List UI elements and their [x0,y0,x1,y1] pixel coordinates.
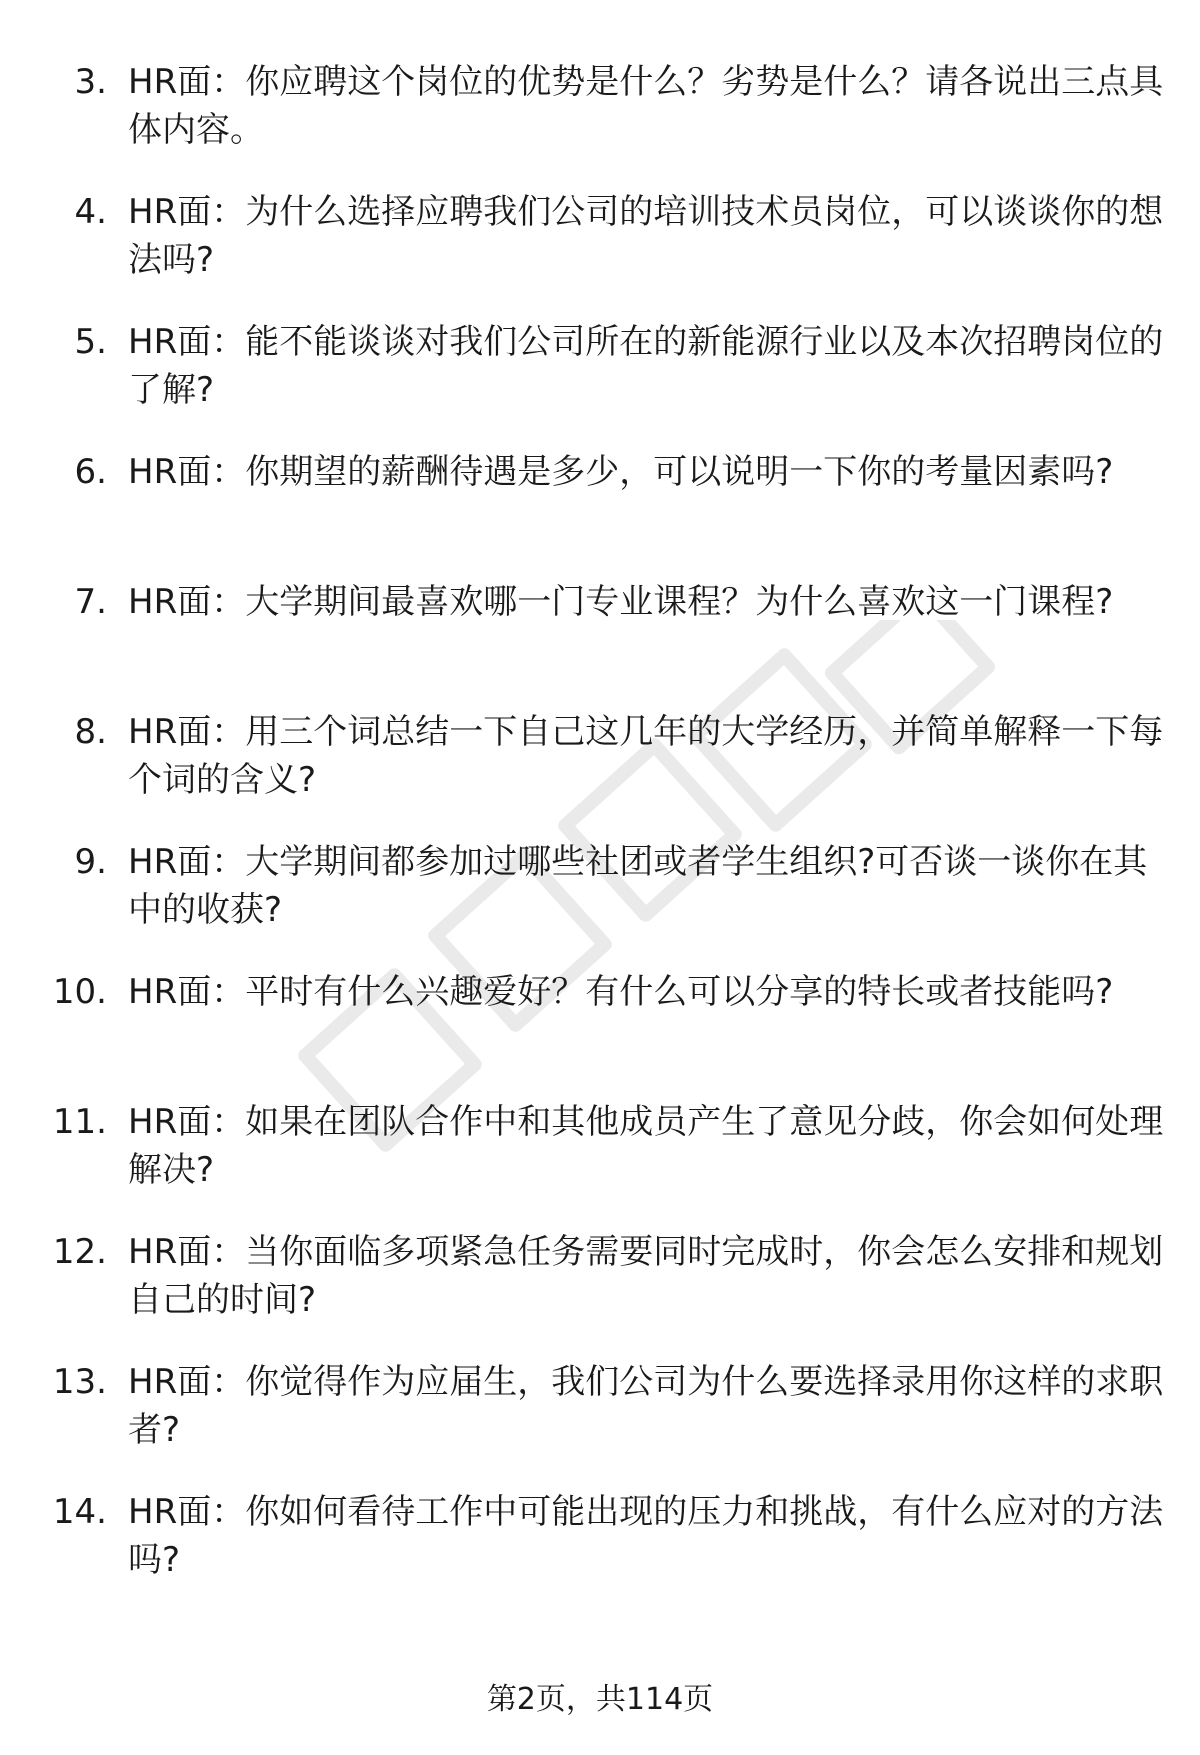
question-text: HR面：能不能谈谈对我们公司所在的新能源行业以及本次招聘岗位的了解? [128,322,1164,410]
question-number: 14. [52,1492,107,1532]
question-text: HR面：大学期间最喜欢哪一门专业课程？为什么喜欢这一门课程? [128,582,1114,622]
question-text: HR面：用三个词总结一下自己这几年的大学经历，并简单解释一下每个词的含义? [128,712,1164,800]
question-text: HR面：为什么选择应聘我们公司的培训技术员岗位，可以谈谈你的想法吗? [128,192,1164,280]
question-item [0,448,1200,578]
question-text: HR面：如果在团队合作中和其他成员产生了意见分歧，你会如何处理解决? [128,1102,1164,1190]
question-number: 6. [74,452,107,492]
question-item [0,838,1200,968]
question-list [0,58,1200,1618]
question-text: HR面：你期望的薪酬待遇是多少，可以说明一下你的考量因素吗? [128,452,1114,492]
question-item [0,188,1200,318]
question-item [0,1358,1200,1488]
question-text: HR面：大学期间都参加过哪些社团或者学生组织?可否谈一谈你在其中的收获? [128,842,1148,930]
question-text: HR面：当你面临多项紧急任务需要同时完成时，你会怎么安排和规划自己的时间? [128,1232,1164,1320]
question-number: 10. [52,972,107,1012]
question-item [0,58,1200,188]
page-number-footer: 第2页，共114页 [486,1682,714,1717]
question-item [0,708,1200,838]
question-number: 11. [52,1102,107,1142]
question-item [0,1228,1200,1358]
question-item [0,318,1200,448]
question-item [0,1488,1200,1618]
question-item [0,1098,1200,1228]
question-text: HR面：你觉得作为应届生，我们公司为什么要选择录用你这样的求职者? [128,1362,1164,1450]
question-item [0,578,1200,708]
question-number: 4. [74,192,107,232]
question-text: HR面：你如何看待工作中可能出现的压力和挑战，有什么应对的方法吗? [128,1492,1164,1580]
question-item [0,968,1200,1098]
question-text: HR面：平时有什么兴趣爱好？有什么可以分享的特长或者技能吗? [128,972,1114,1012]
question-number: 8. [74,712,107,752]
question-number: 5. [74,322,107,362]
question-number: 13. [52,1362,107,1402]
question-number: 12. [52,1232,107,1272]
question-number: 9. [74,842,107,882]
question-number: 3. [74,62,107,102]
question-number: 7. [74,582,107,622]
question-text: HR面：你应聘这个岗位的优势是什么？劣势是什么？请各说出三点具体内容。 [128,62,1164,150]
